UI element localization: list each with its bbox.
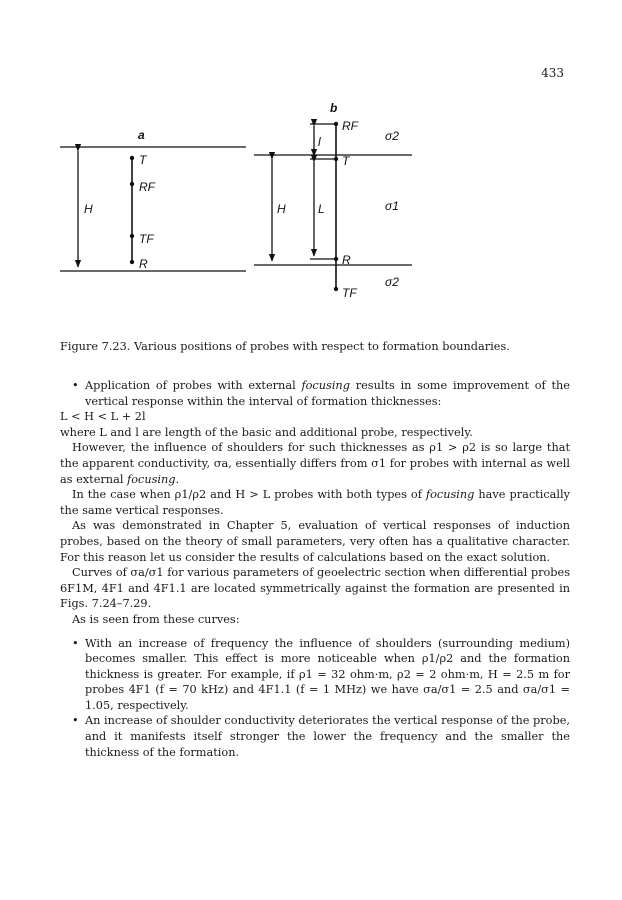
probe-point-R-a: [130, 260, 134, 264]
formula-explanation: where L and l are length of the basic and additional probe, respectively.: [60, 425, 473, 439]
figure-caption: Figure 7.23. Various positions of probes with respect to formation boundaries.: [60, 340, 510, 353]
label-TF-a: TF: [139, 232, 154, 246]
label-l: l: [318, 135, 321, 149]
probe-point-T-a: [130, 156, 134, 160]
probe-positions-figure: [0, 0, 622, 330]
label-T-b: T: [342, 154, 350, 168]
label-H-b: H: [277, 202, 286, 216]
label-H-a: H: [84, 202, 93, 216]
label-panel-a: a: [138, 128, 145, 142]
bullet-frequency: • With an increase of frequency the influence of shoulders (surrounding medium) becomes smaller. This effect is more noticeable when ρ1/ρ2 and the formation thickness is greater. For example, if ρ1 = 32 ohm·m, ρ2 = 2 ohm·m, H = 2.5 m for probes 4F1 (f = 70 kHz) and 4F1.1 (f = 1 MHz) we have σa/σ1 = 2.5 and σa/σ1 = 1.05, respectively.: [72, 636, 570, 712]
label-RF-b: RF: [342, 119, 358, 133]
thickness-formula: L < H < L + 2l: [60, 410, 146, 424]
page-number: 433: [541, 66, 564, 80]
probe-point-TF-a: [130, 234, 134, 238]
label-sigma1: σ1: [385, 199, 399, 213]
label-sigma2-top: σ2: [385, 129, 399, 143]
probe-point-TF-b: [334, 287, 338, 291]
paragraph-as-seen: As is seen from these curves:: [72, 612, 240, 626]
probe-point-T-b: [334, 157, 338, 161]
probe-point-RF-b: [334, 122, 338, 126]
body-text: [60, 378, 570, 760]
bullet-shoulder-conductivity: • An increase of shoulder conductivity deteriorates the vertical response of the probe, and it manifests itself stronger the lower the frequency and the smaller the thickness of the formation.: [72, 714, 570, 759]
paragraph-same-response: In the case when ρ1/ρ2 and H > L probes with both types of focusing have practically the same vertical responses.: [60, 488, 570, 517]
label-R-b: R: [342, 253, 351, 267]
label-panel-b: b: [330, 101, 338, 115]
label-R-a: R: [139, 257, 148, 271]
label-sigma2-bottom: σ2: [385, 275, 399, 289]
paragraph-shoulders: However, the influence of shoulders for such thicknesses as ρ1 > ρ2 is so large that the apparent conductivity, σa, essentially differs from σ1 for probes with internal as well as external focusing.: [60, 441, 570, 486]
probe-point-RF-a: [130, 182, 134, 186]
label-L: L: [318, 202, 325, 216]
paragraph-curves: Curves of σa/σ1 for various parameters of geoelectric section when differential probes 6F1M, 4F1 and 4F1.1 are located symmetrically against the formation are presented in Figs. 7.24–7.29.: [60, 566, 570, 611]
bullet-external-focusing: • Application of probes with external focusing results in some improvement of the vertical response within the interval of formation thicknesses:: [72, 379, 570, 408]
label-T-a: T: [139, 153, 147, 167]
probe-point-R-b: [334, 257, 338, 261]
bullet-dot: •: [72, 379, 79, 392]
label-RF-a: RF: [139, 180, 155, 194]
paragraph-chapter5: As was demonstrated in Chapter 5, evaluation of vertical responses of induction probes, based on the theory of small parameters, very often has a qualitative character. For this reason let us consider the results of calculations based on the exact solution.: [60, 519, 570, 564]
bullet-dot: •: [72, 714, 79, 728]
label-TF-b: TF: [342, 286, 357, 300]
bullet-dot: •: [72, 636, 79, 650]
